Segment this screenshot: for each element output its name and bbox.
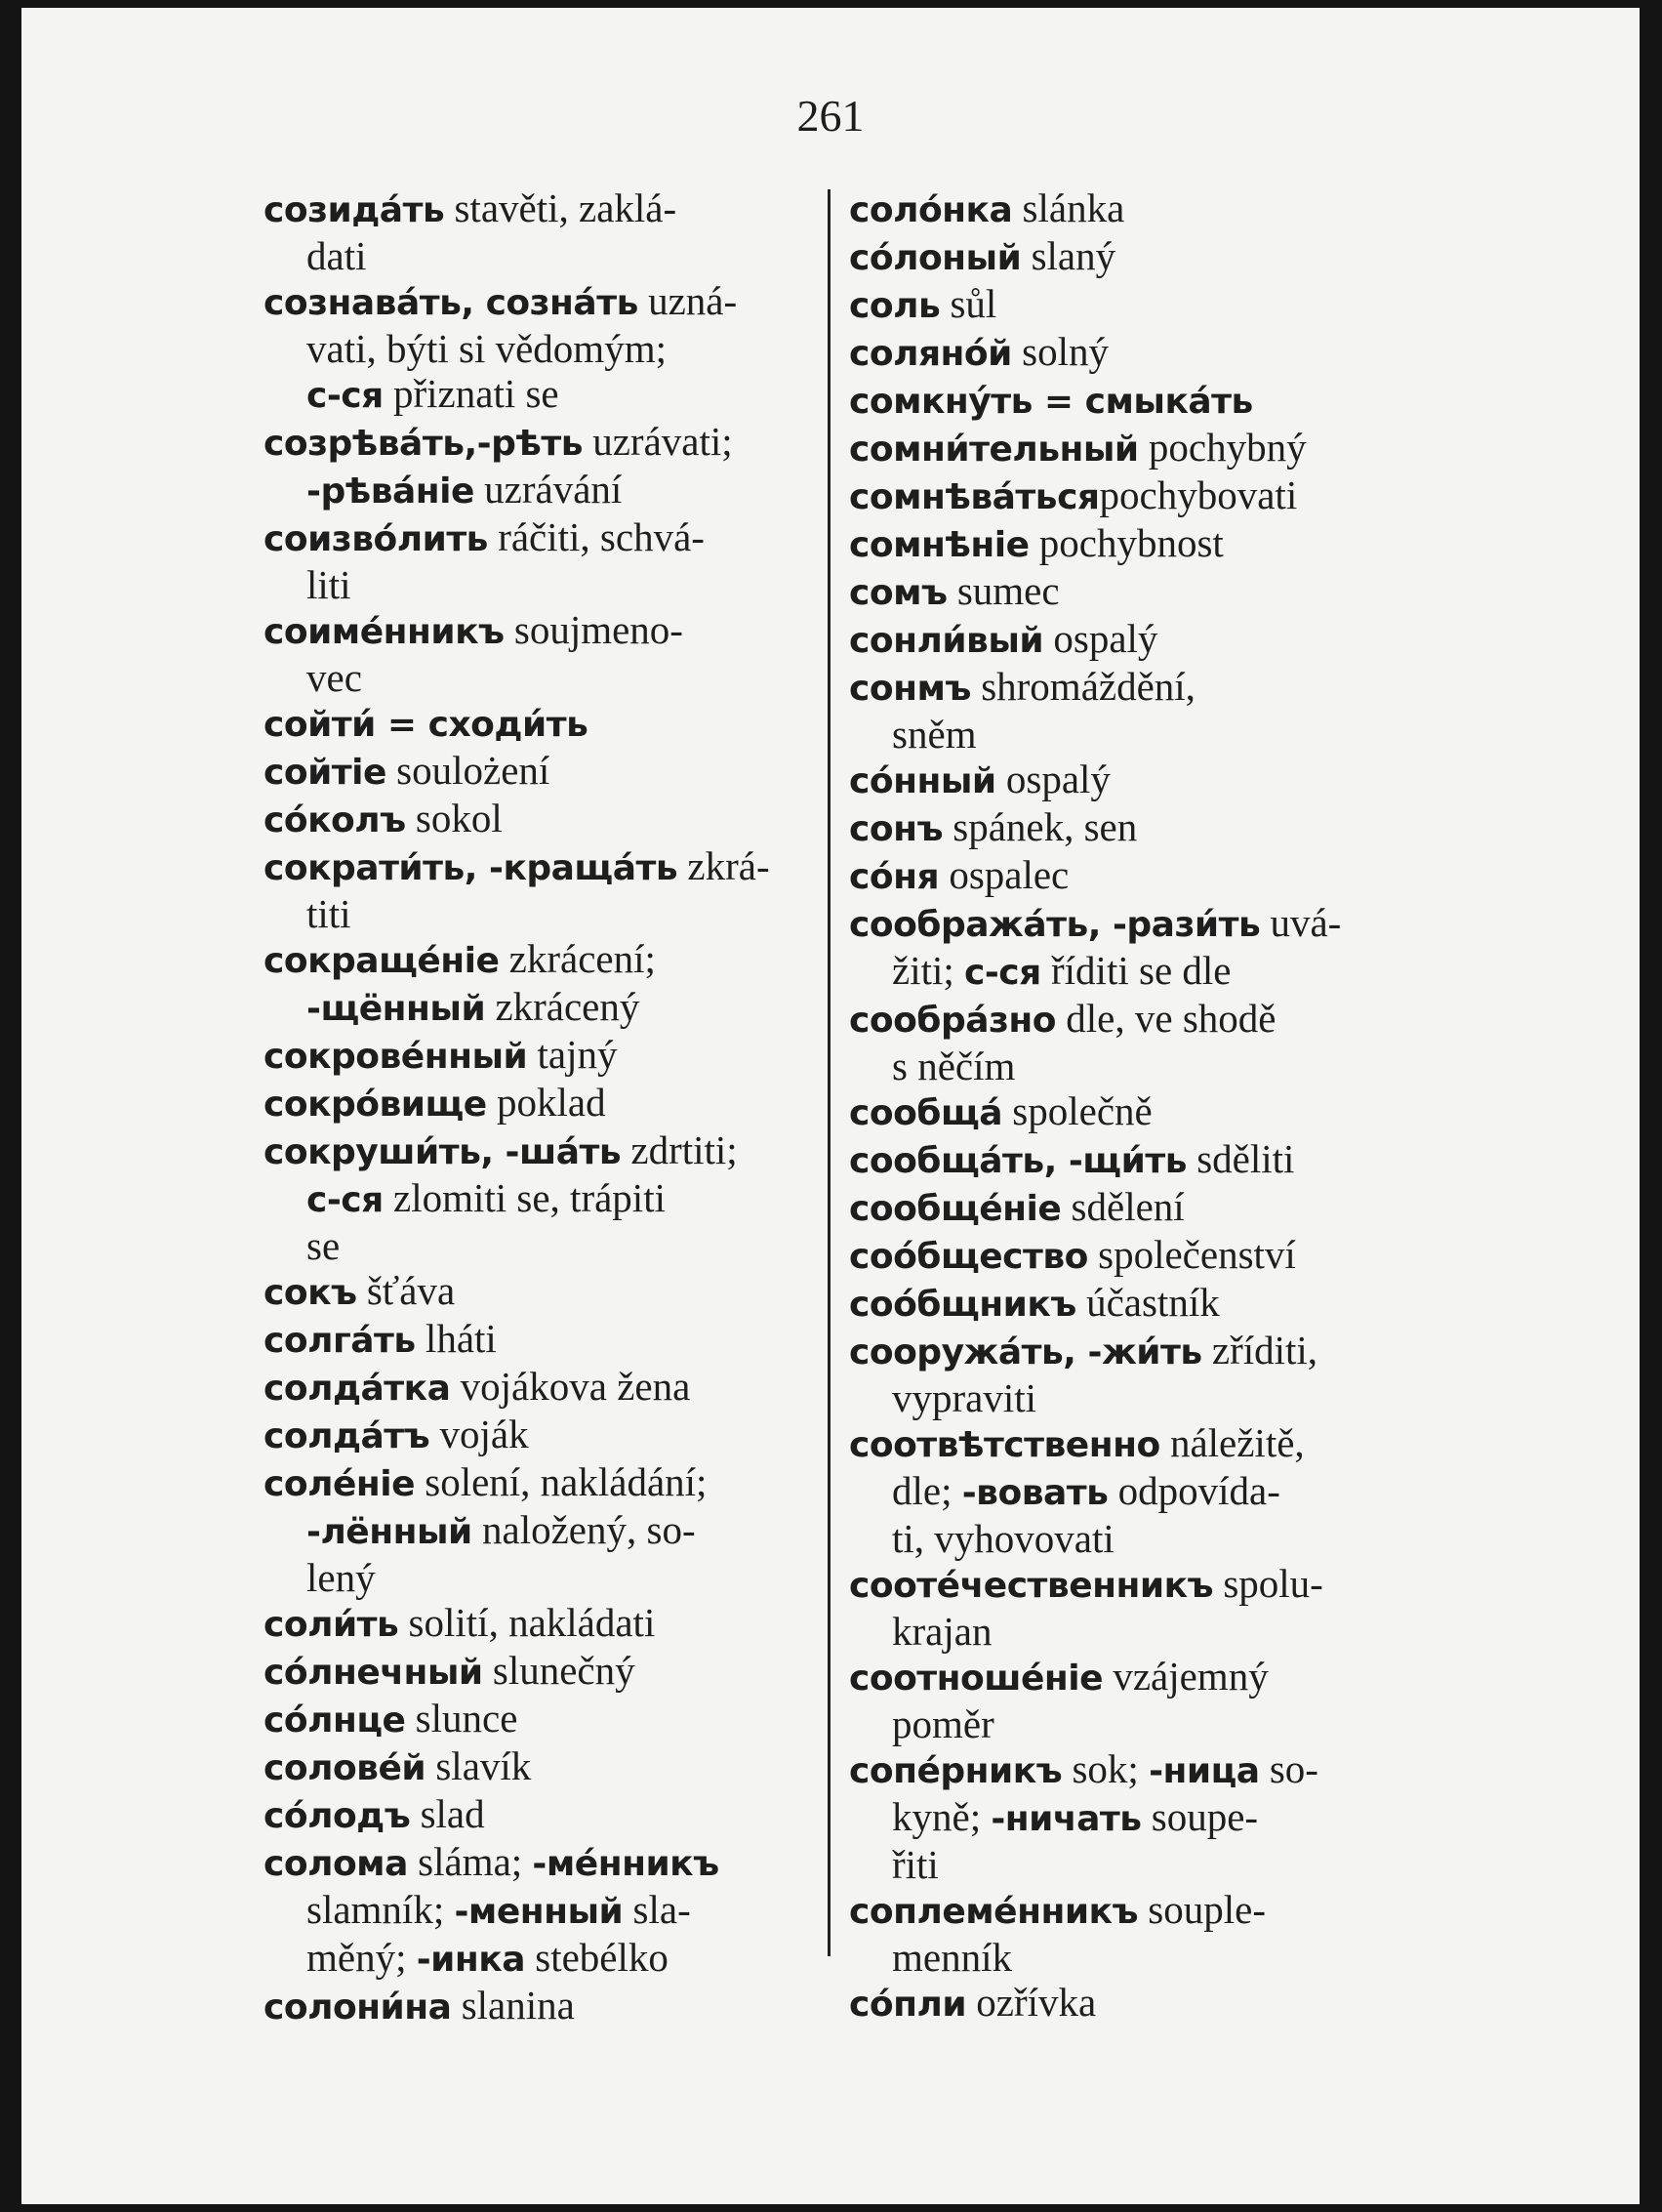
dictionary-entry [849,568,1425,616]
dictionary-entry [849,425,1425,472]
definition: pochybný [1138,425,1307,470]
dictionary-entry [263,1600,810,1648]
definition: slad [410,1791,485,1836]
headword: солдáтъ [263,1416,430,1456]
definition: soujmeno- [504,607,683,652]
dictionary-entry [849,1746,1425,1887]
headword: сонли́вый [849,621,1044,661]
dictionary-entry [263,843,810,936]
definition: ospalý [995,757,1111,801]
right-column [849,185,1425,2028]
headword-variant: -мéнникъ [532,1844,719,1884]
dictionary-entry [849,233,1425,281]
dictionary-entry [263,1696,810,1743]
headword: соли́ть [263,1605,399,1645]
entry-continuation [849,1842,1425,1887]
definition: tajný [527,1032,618,1077]
headword: сонмъ [849,669,971,709]
definition: sokol [405,796,503,840]
entry-continuation [849,1701,1425,1746]
headword: соловéй [263,1748,426,1788]
definition: poměr [892,1701,994,1746]
definition: sla- [623,1887,691,1932]
definition: zkrácení; [499,936,656,981]
definition: zkrá- [677,843,770,888]
definition: zlomiti se, trápiti [383,1175,666,1220]
dictionary-entry [263,1127,810,1268]
dictionary-entry [263,1648,810,1696]
definition: pochybnost [1029,520,1224,565]
definition: sláma; [407,1839,533,1884]
headword-variant: с-ся [306,1180,384,1220]
headword: сокрóвище [263,1085,487,1125]
entry-continuation [263,1935,810,1983]
headword: соотéчественникъ [849,1566,1214,1606]
entry-continuation [849,1044,1425,1088]
dictionary-entry [263,1364,810,1412]
headword: сомнѣніе [849,525,1030,565]
definition: so- [1259,1746,1318,1791]
dictionary-entry [849,1561,1425,1654]
headword-variant: с-ся [306,376,384,416]
headword-variant: -вовать [961,1473,1109,1513]
definition: vzájemný [1103,1654,1269,1699]
definition: solný [1011,329,1109,374]
dictionary-entry [849,757,1425,804]
definition: sumec [947,568,1060,613]
entry-continuation [263,562,810,607]
dictionary-entry [263,1791,810,1839]
headword: солóнка [849,190,1013,230]
headword: солдáтка [263,1369,451,1409]
headword-variant: -ница [1149,1751,1260,1791]
dictionary-entry [849,852,1425,900]
headword: солома [263,1844,408,1884]
headword: сóколъ [263,800,406,840]
definition: menník [892,1935,1012,1980]
headword: сóлнечный [263,1653,483,1693]
headword: сонъ [849,809,943,849]
dictionary-entry [849,1280,1425,1328]
definition: slunečný [482,1648,635,1693]
definition: slamník; [306,1887,455,1932]
entry-continuation [263,1555,810,1600]
headword: сокровéнный [263,1037,528,1077]
definition: naložený, so- [471,1507,696,1552]
headword: сóлодъ [263,1796,411,1836]
dictionary-entry [263,748,810,796]
definition: se [306,1223,341,1268]
definition: přiznati se [383,371,559,416]
dictionary-entry [849,1088,1425,1136]
dictionary-entry [263,1412,810,1459]
dictionary-entry [263,607,810,700]
entry-continuation [263,1175,810,1223]
column-divider [828,189,831,1956]
dictionary-entry [849,472,1425,520]
headword-variant: -менный [454,1892,624,1932]
headword: сообрáзно [849,1001,1057,1041]
definition: zkrácený [485,984,640,1029]
dictionary-entry [263,796,810,843]
definition: krajan [892,1609,993,1654]
definition: lháti [415,1316,497,1361]
definition: stavěti, zaklá- [444,185,677,230]
definition: souple- [1138,1887,1266,1932]
entry-continuation [849,712,1425,757]
entry-continuation [263,891,810,936]
headword-variant: с-ся [964,953,1041,993]
headword-variant: -инка [416,1940,525,1980]
definition: uzrávání [473,467,623,512]
definition: účastník [1075,1280,1220,1325]
definition: sděliti [1186,1136,1295,1181]
definition: soulożení [385,748,550,793]
entry-continuation [263,467,810,514]
headword: соимéнникъ [263,612,505,652]
dictionary-entry [849,185,1425,233]
dictionary-entry [849,1136,1425,1184]
dictionary-entry [263,1316,810,1364]
entry-continuation [263,1887,810,1935]
dictionary-entry [263,1032,810,1080]
dictionary-page [21,8,1640,2204]
dictionary-entry [849,1232,1425,1280]
definition: náležitě, [1159,1420,1305,1465]
definition: kyně; [892,1794,992,1839]
dictionary-entry [849,329,1425,377]
dictionary-entry [263,1839,810,1983]
definition: shromáždění, [970,664,1196,709]
dictionary-entry [263,514,810,607]
headword: сокъ [263,1273,357,1313]
headword: сомнѣвáться [849,477,1100,517]
headword: солéніе [263,1464,415,1504]
headword: солянóй [849,334,1012,374]
definition: řiti [892,1842,939,1887]
dictionary-entry [263,1080,810,1127]
dictionary-entry [849,281,1425,329]
headword: сопéрникъ [849,1751,1063,1791]
definition: dle; [892,1468,962,1513]
headword: сообщá [849,1093,1003,1133]
definition: poklad [486,1080,606,1125]
entry-continuation [849,948,1425,996]
headword: сомни́тельный [849,430,1139,470]
dictionary-entry [263,1459,810,1600]
definition: uzrávati; [582,419,733,464]
definition: stebélko [525,1935,669,1980]
headword-variant: -ничать [991,1799,1142,1839]
headword: сокруши́ть, -шáть [263,1132,622,1172]
headword: соображáть, -рази́ть [849,905,1261,945]
definition: liti [306,562,351,607]
headword-variant: -рѣвáніе [306,471,474,512]
headword-variant: -щённый [306,989,486,1029]
headword: сознавáть, сознáть [263,283,638,323]
headword: соотношéніе [849,1659,1104,1699]
definition: slavík [426,1743,532,1788]
dictionary-entry [849,664,1425,757]
headword: сойтіе [263,753,386,793]
headword: соотвѣтственно [849,1425,1160,1465]
dictionary-entry [849,1654,1425,1746]
definition: voják [429,1412,529,1456]
definition: zdrtiti; [621,1127,738,1172]
definition: uvá- [1260,900,1342,945]
definition: solití, nakládati [398,1600,656,1645]
definition: sůl [940,281,997,326]
definition: uzná- [637,278,738,323]
definition: spolu- [1213,1561,1323,1606]
dictionary-entry [263,1268,810,1316]
definition: ospalec [939,852,1070,897]
left-column [263,185,810,2030]
headword: сомкнýть = смыкáть [849,382,1253,422]
headword: сообщéніе [849,1189,1062,1229]
headword: солгáть [263,1321,416,1361]
dictionary-entry [849,1184,1425,1232]
headword: соль [849,286,941,326]
dictionary-entry [263,936,810,1032]
dictionary-entry [849,804,1425,852]
headword: созрѣвáть,-рѣть [263,424,583,464]
headword: сóлнце [263,1700,406,1741]
entry-continuation [849,1516,1425,1561]
definition: šťáva [356,1268,456,1313]
dictionary-entry [849,996,1425,1088]
definition: ozřívka [966,1980,1097,2025]
definition: vec [306,655,362,700]
definition: říditi se dle [1040,948,1232,993]
definition: vypraviti [892,1375,1037,1420]
definition: sněm [892,712,977,757]
dictionary-entry [849,900,1425,996]
definition: ti, vyhovovati [892,1516,1115,1561]
definition: dati [306,233,367,278]
definition: odpovída- [1108,1468,1280,1513]
definition: vati, býti si vědomým; [306,326,667,371]
headword: сóлоный [849,238,1022,278]
definition: sdělení [1061,1184,1185,1229]
dictionary-entry [849,1980,1425,2028]
entry-continuation [263,371,810,419]
definition: slunce [405,1696,518,1741]
definition: solení, nakládání; [414,1459,708,1504]
definition: měný; [306,1935,417,1980]
definition: soupe- [1141,1794,1259,1839]
entry-continuation [849,1375,1425,1420]
definition: slaný [1021,233,1116,278]
dictionary-entry [263,700,810,748]
headword: созидáть [263,190,445,230]
definition: dle, ve shodě [1056,996,1277,1041]
definition: ráčiti, schvá- [487,514,705,559]
dictionary-entry [263,419,810,514]
definition: žiti; [892,948,965,993]
dictionary-entry [849,520,1425,568]
entry-continuation [849,1468,1425,1516]
dictionary-entry [263,278,810,419]
headword: сóня [849,857,940,897]
headword-variant: -лённый [306,1512,472,1552]
headword: сокращéніе [263,941,500,981]
headword: сойти́ = сходи́ть [263,705,588,745]
headword: сооружáть, -жи́ть [849,1332,1202,1372]
definition: spánek, sen [943,804,1138,849]
headword: солони́на [263,1987,452,2028]
headword: соóбщникъ [849,1285,1076,1325]
headword: сóнный [849,761,996,801]
entry-continuation [263,326,810,371]
dictionary-entry [263,1983,810,2030]
definition: lený [306,1555,376,1600]
definition: zříditi, [1201,1328,1318,1372]
dictionary-entry [849,1887,1425,1980]
dictionary-entry [849,616,1425,664]
dictionary-entry [263,185,810,278]
definition: slanina [451,1983,575,2028]
dictionary-entry [849,377,1425,425]
page-number: 261 [796,91,865,141]
headword: сообщáть, -щи́ть [849,1141,1187,1181]
headword: сомъ [849,573,948,613]
headword: соизвóлить [263,519,488,559]
dictionary-entry [263,1743,810,1791]
definition: slánka [1012,185,1125,230]
definition: s něčím [892,1044,1016,1088]
headword: соóбщество [849,1237,1088,1277]
entry-continuation [263,655,810,700]
definition: vojákova žena [450,1364,691,1409]
entry-continuation [263,984,810,1032]
entry-continuation [849,1609,1425,1654]
dictionary-entry [849,1420,1425,1561]
entry-continuation [263,1223,810,1268]
definition: společně [1002,1088,1153,1133]
entry-continuation [849,1794,1425,1842]
definition: titi [306,891,351,936]
definition: pochybovati [1099,472,1298,517]
entry-continuation [263,233,810,278]
headword: сократи́ть, -кращáть [263,848,678,888]
definition: ospalý [1043,616,1158,661]
headword: соплемéнникъ [849,1892,1139,1932]
dictionary-entry [849,1328,1425,1420]
definition: sok; [1062,1746,1150,1791]
entry-continuation [849,1935,1425,1980]
headword: сóпли [849,1985,967,2025]
definition: společenství [1087,1232,1296,1277]
entry-continuation [263,1507,810,1555]
